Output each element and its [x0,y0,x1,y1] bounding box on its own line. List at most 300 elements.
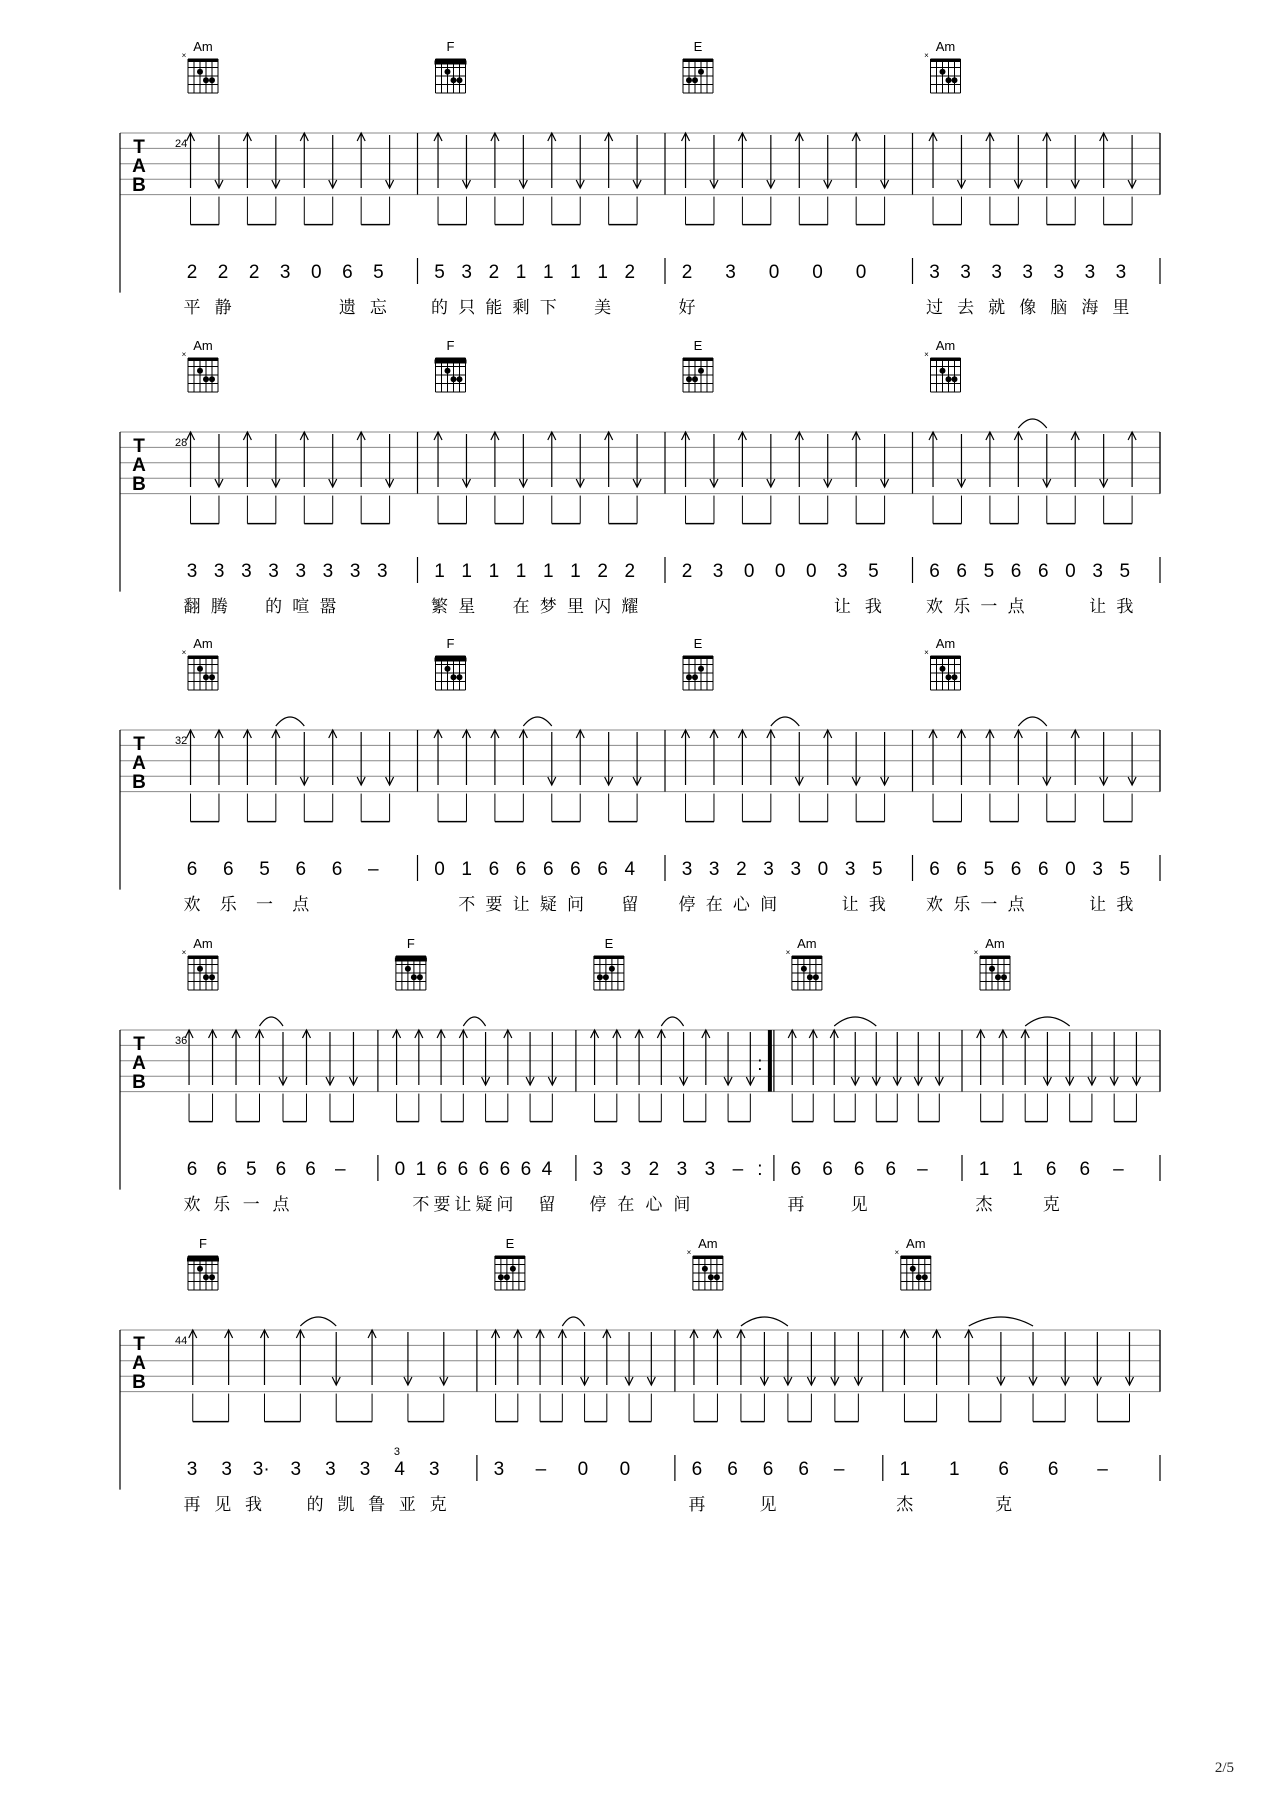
lyric-char: 嚣 [319,597,337,616]
jianpu-note: 3 [221,1459,232,1480]
jianpu-note: 2 [624,561,636,582]
jianpu-note: 6 [305,1159,316,1180]
jianpu-note: 3 [279,262,291,283]
jianpu-note: 4 [394,1459,405,1480]
jianpu-note: 5 [373,262,384,283]
lyric-char: 要 [433,1195,451,1214]
lyric-char: 心 [732,895,750,914]
lyric-char: 让 [833,597,851,616]
chord-diagram-am [894,1248,930,1290]
jianpu-note: 3 [268,561,279,582]
jianpu-note: 6 [478,1159,490,1180]
jianpu-note: 6 [342,262,353,283]
lyric-char: 就 [988,298,1006,317]
jianpu-note: 1 [488,561,500,582]
jianpu-note: 3 [359,1459,371,1480]
jianpu-note: 1 [515,262,527,283]
lyric-char: 乐 [219,895,237,914]
lyric-char: 静 [214,298,232,317]
lyric-char: 的 [431,298,448,317]
lyric-char: 能 [485,298,503,317]
chord-diagram-f [395,956,427,990]
strum-tie [562,1317,584,1326]
lyric-char: 过 [926,298,943,317]
jianpu-note: 0 [394,1159,406,1180]
jianpu-note: 3 [325,1459,336,1480]
jianpu-note: 2 [217,262,229,283]
jianpu-note: 6 [762,1459,774,1480]
tab-letter: B [132,474,146,495]
chord-dot [197,368,203,374]
jianpu-note: – [1097,1459,1108,1480]
lyric-char: 去 [957,298,975,317]
jianpu-note: 5 [259,859,270,880]
chord-dot [405,966,411,972]
lyric-char: 我 [1116,895,1134,914]
chord-name: F [406,936,415,951]
lyric-char: 乐 [953,597,971,616]
jianpu-note: 6 [515,859,527,880]
jianpu-note: 5 [1119,561,1131,582]
jianpu-note: 4 [624,859,636,880]
chord-dot [698,666,704,672]
jianpu-note: 3 [844,859,856,880]
jianpu-note: 0 [619,1459,631,1480]
tab-letter: T [133,137,145,158]
chord-barre [395,958,427,962]
chord-dot [197,69,203,75]
jianpu-note: 6 [1045,1159,1057,1180]
chord-dot [692,77,698,83]
lyric-char: 克 [429,1495,447,1514]
chord-diagram-am [182,350,218,392]
jianpu-note: 6 [436,1159,448,1180]
chord-diagram-e [594,956,624,990]
jianpu-note: 5 [868,561,879,582]
chord-dot [510,1266,516,1272]
jianpu-note: 6 [222,859,234,880]
tab-letter: T [133,734,145,755]
jianpu-note: 6 [1010,859,1022,880]
chord-dot [411,974,417,980]
lyric-char: 一 [980,895,998,914]
chord-diagram-f [435,656,467,690]
chord-name: F [446,636,455,651]
measure-number: 28 [175,437,188,449]
jianpu-note: 0 [577,1459,589,1480]
chord-mute-mark: × [686,1248,692,1257]
jianpu-note: 3 [322,561,334,582]
chord-diagram-am [924,350,960,392]
chord-dot [910,1266,916,1272]
jianpu-note: 6 [790,1159,802,1180]
jianpu-note: 6 [956,561,967,582]
chord-dot [952,77,958,83]
lyric-char: 乐 [953,895,971,914]
chord-dot [609,966,615,972]
jianpu-note: 6 [956,859,967,880]
chord-name: Am [935,636,956,651]
measure-number: 24 [175,138,188,150]
lyric-char: 海 [1081,298,1099,317]
jianpu-note: – [1113,1159,1124,1180]
jianpu-note: 2 [681,561,693,582]
chord-name: Am [193,338,213,353]
jianpu-note: 3 [290,1459,302,1480]
chord-diagram-am [687,1248,723,1290]
chord-name: Am [935,39,956,54]
chord-dot [946,376,952,382]
jianpu-note: 6 [295,859,307,880]
lyric-char: 一 [256,895,273,914]
jianpu-note: 3 [1053,262,1065,283]
chord-dot [451,376,457,382]
jianpu-note: 1 [434,561,445,582]
lyric-char: 剩 [512,298,530,317]
chord-dot [952,674,958,680]
jianpu-note: 6 [216,1159,227,1180]
jianpu-note: 6 [1010,561,1022,582]
jianpu-note: 3 [461,262,472,283]
chord-dot [209,77,215,83]
jianpu-note: 6 [186,859,198,880]
jianpu-note: 6 [1037,561,1049,582]
jianpu-note: 3 [1022,262,1034,283]
chord-mute-mark: × [924,350,929,359]
jianpu-note: 3 [1115,262,1127,283]
chord-name: F [446,338,455,353]
chord-name: Am [985,936,1005,951]
chord-name: E [604,936,614,951]
lyric-char: 平 [183,298,201,317]
chord-dot [203,1274,209,1280]
chord-dot [197,666,203,672]
lyric-char: 喧 [292,597,310,616]
chord-dot [714,1274,720,1280]
lyric-char: 再 [183,1495,201,1514]
chord-dot [692,674,698,680]
jianpu-note: 0 [812,262,823,283]
jianpu-note: 3 [681,859,693,880]
chord-name: Am [797,936,817,951]
jianpu-note: 5 [434,262,445,283]
jianpu-note: 0 [434,859,445,880]
jianpu-note: 3 [704,1159,716,1180]
lyric-char: 耀 [621,597,639,616]
lyric-char: 再 [787,1195,805,1214]
chord-mute-mark: × [785,948,791,957]
tab-letter: B [132,772,146,793]
jianpu-note: 6 [727,1459,738,1480]
lyric-char: 问 [566,895,584,914]
tab-letter: T [133,1034,145,1055]
jianpu-note: 6 [1047,1459,1059,1480]
chord-diagram-am [924,648,960,690]
chord-dot [995,974,1001,980]
lyric-char: 美 [594,298,612,317]
jianpu-note: 0 [817,859,829,880]
lyric-char: 好 [678,298,696,317]
chord-name: Am [193,936,213,951]
chord-dot [813,974,819,980]
jianpu-note: 3 [708,859,720,880]
strum-tie [1018,419,1046,428]
chord-name: E [505,1236,515,1251]
tab-letter: A [132,1353,146,1374]
jianpu-note: 0 [1065,859,1076,880]
lyric-char: 见 [214,1495,232,1514]
chord-diagram-f [435,59,467,93]
jianpu-note: 3 [1092,561,1103,582]
lyric-char: 的 [306,1495,324,1514]
chord-name: E [693,636,703,651]
strum-tie [300,1317,336,1326]
chord-dot [209,674,215,680]
jianpu-note: – [535,1459,547,1480]
lyric-char: 要 [485,895,503,914]
lyric-char: 星 [458,597,476,616]
lyric-char: 让 [841,895,859,914]
lyric-char: 亚 [398,1495,416,1514]
lyric-char: 心 [645,1195,663,1214]
chord-name: F [199,1236,207,1251]
chord-dot [457,674,463,680]
lyric-char: 像 [1019,298,1037,317]
jianpu-note: 6 [570,859,581,880]
lyric-char: 克 [1042,1195,1060,1214]
jianpu-note: 6 [691,1459,703,1480]
jianpu-note: 3 [1084,262,1096,283]
lyric-char: 里 [1112,298,1130,317]
chord-mute-mark: × [973,948,979,957]
lyric-char: 腾 [210,597,228,616]
chord-barre [435,61,467,65]
jianpu-note: 3 [493,1459,505,1480]
chord-dot [989,966,995,972]
jianpu-note: 3 [349,561,361,582]
chord-diagram-am [974,948,1010,990]
chord-dot [197,966,203,972]
jianpu-note: 2 [186,262,198,283]
jianpu-note: – [917,1159,928,1180]
chord-dot [203,77,209,83]
lyric-char: 我 [864,597,882,616]
lyric-char: 杰 [896,1495,914,1514]
jianpu-note: 5 [872,859,883,880]
chord-dot [445,368,451,374]
jianpu-note: 3 [592,1159,604,1180]
lyric-char: 停 [589,1195,607,1214]
jianpu-note: 0 [1065,561,1076,582]
tab-letter: B [132,1072,146,1093]
lyric-char: 在 [512,597,530,616]
jianpu-note: 1 [461,561,472,582]
tab-letter: T [133,436,145,457]
lyric-char: 间 [673,1195,691,1214]
jianpu-note: 6 [853,1159,865,1180]
lyric-char: 我 [868,895,886,914]
chord-mute-mark: × [181,948,187,957]
jianpu-note: 3 [929,262,940,283]
jianpu-note: 3 [1092,859,1103,880]
jianpu-note: 5 [983,859,995,880]
jianpu-note: 3 [213,561,225,582]
jianpu-note: 0 [855,262,867,283]
chord-dot [940,69,946,75]
jianpu-note: 1 [542,561,554,582]
chord-name: Am [906,1236,926,1251]
lyric-char: 的 [265,597,283,616]
tab-letter: A [132,1053,146,1074]
jianpu-note: 1 [899,1459,911,1480]
repeat-dots: : [757,1159,763,1180]
jianpu-note: 6 [798,1459,809,1480]
chord-dot [451,77,457,83]
chord-dot [698,69,704,75]
jianpu-note: – [367,859,379,880]
chord-dot [807,974,813,980]
chord-diagram-am [786,948,822,990]
lyric-char: 只 [458,298,476,317]
strum-tie [834,1017,876,1026]
chord-dot [457,376,463,382]
chord-dot [445,69,451,75]
tuplet-number: 3 [393,1446,400,1458]
jianpu-note: 3 [241,561,252,582]
chord-dot [603,974,609,980]
lyric-char: 在 [617,1195,635,1214]
lyric-char: 点 [272,1195,290,1214]
chord-dot [457,77,463,83]
jianpu-note: 2 [488,262,500,283]
chord-dot [197,1266,203,1272]
measure-number: 32 [175,735,188,747]
lyric-char: 留 [621,895,639,914]
chord-name: E [693,39,703,54]
chord-dot [1001,974,1007,980]
chord-dot [417,974,423,980]
lyric-char: 点 [1007,895,1025,914]
lyric-char: 闪 [594,597,612,616]
chord-dot [708,1274,714,1280]
lyric-char: 杰 [975,1195,993,1214]
chord-diagram-f [187,1256,219,1290]
jianpu-note: 2 [597,561,608,582]
measure-number: 44 [175,1335,188,1347]
lyric-char: 问 [496,1195,514,1214]
lyric-char: 不 [412,1195,430,1214]
jianpu-note: 2 [248,262,260,283]
tab-letter: A [132,156,146,177]
jianpu-note: 6 [520,1159,532,1180]
jianpu-note: 5 [246,1159,257,1180]
chord-diagram-am [182,51,218,93]
chord-dot [916,1274,922,1280]
chord-mute-mark: × [924,648,929,657]
tab-letter: A [132,753,146,774]
jianpu-note: 1 [597,262,608,283]
strum-tie [771,717,799,726]
chord-name: E [693,338,703,353]
chord-dot [203,974,209,980]
tab-letter: B [132,175,146,196]
repeat-dots: : [757,1054,763,1075]
lyric-char: 一 [242,1195,260,1214]
jianpu-note: 2 [648,1159,660,1180]
jianpu-note: 6 [186,1159,198,1180]
chord-name: Am [193,39,213,54]
jianpu-note: 1 [461,859,472,880]
jianpu-note: 3· [252,1459,270,1480]
lyric-char: 欢 [183,895,201,914]
jianpu-note: 6 [1037,859,1049,880]
jianpu-note: 4 [541,1159,553,1180]
chord-dot [702,1266,708,1272]
jianpu-note: 0 [743,561,755,582]
lyric-char: 梦 [539,597,557,616]
jianpu-note: 6 [929,859,940,880]
jianpu-note: 6 [275,1159,287,1180]
lyric-char: 下 [539,298,557,317]
jianpu-note: 6 [499,1159,511,1180]
chord-mute-mark: × [181,51,187,60]
chord-mute-mark: × [181,350,187,359]
chord-barre [435,658,467,662]
jianpu-note: 2 [681,262,693,283]
jianpu-note: 3 [712,561,724,582]
chord-dot [946,674,952,680]
chord-mute-mark: × [924,51,929,60]
chord-dot [686,674,692,680]
strum-tie [463,1017,485,1026]
lyric-char: 忘 [369,298,387,317]
lyric-char: 欢 [926,597,943,616]
jianpu-note: 6 [457,1159,469,1180]
jianpu-note: 3 [428,1459,440,1480]
jianpu-note: 6 [929,561,940,582]
chord-name: F [446,39,455,54]
chord-dot [504,1274,510,1280]
strum-tie [1025,1017,1070,1026]
jianpu-note: 2 [736,859,747,880]
chord-diagram-am [182,648,218,690]
lyric-char: 乐 [213,1195,231,1214]
lyric-char: 我 [245,1495,263,1514]
chord-dot [940,666,946,672]
jianpu-note: 3 [620,1159,632,1180]
jianpu-note: 0 [768,262,780,283]
jianpu-note: 1 [1012,1159,1023,1180]
jianpu-note: – [732,1159,744,1180]
chord-dot [952,376,958,382]
chord-diagram-e [683,59,713,93]
jianpu-note: 3 [763,859,774,880]
jianpu-note: 3 [676,1159,688,1180]
chord-diagram-am [182,948,218,990]
lyric-char: 脑 [1050,298,1068,317]
jianpu-note: 1 [570,561,581,582]
chord-dot [692,376,698,382]
lyric-char: 凯 [337,1495,355,1514]
lyric-char: 一 [980,597,998,616]
chord-diagram-am [924,51,960,93]
chord-dot [940,368,946,374]
jianpu-note: 3 [991,262,1002,283]
jianpu-note: 5 [1119,859,1131,880]
jianpu-note: 0 [805,561,817,582]
lyric-char: 让 [1089,895,1107,914]
chord-dot [498,1274,504,1280]
